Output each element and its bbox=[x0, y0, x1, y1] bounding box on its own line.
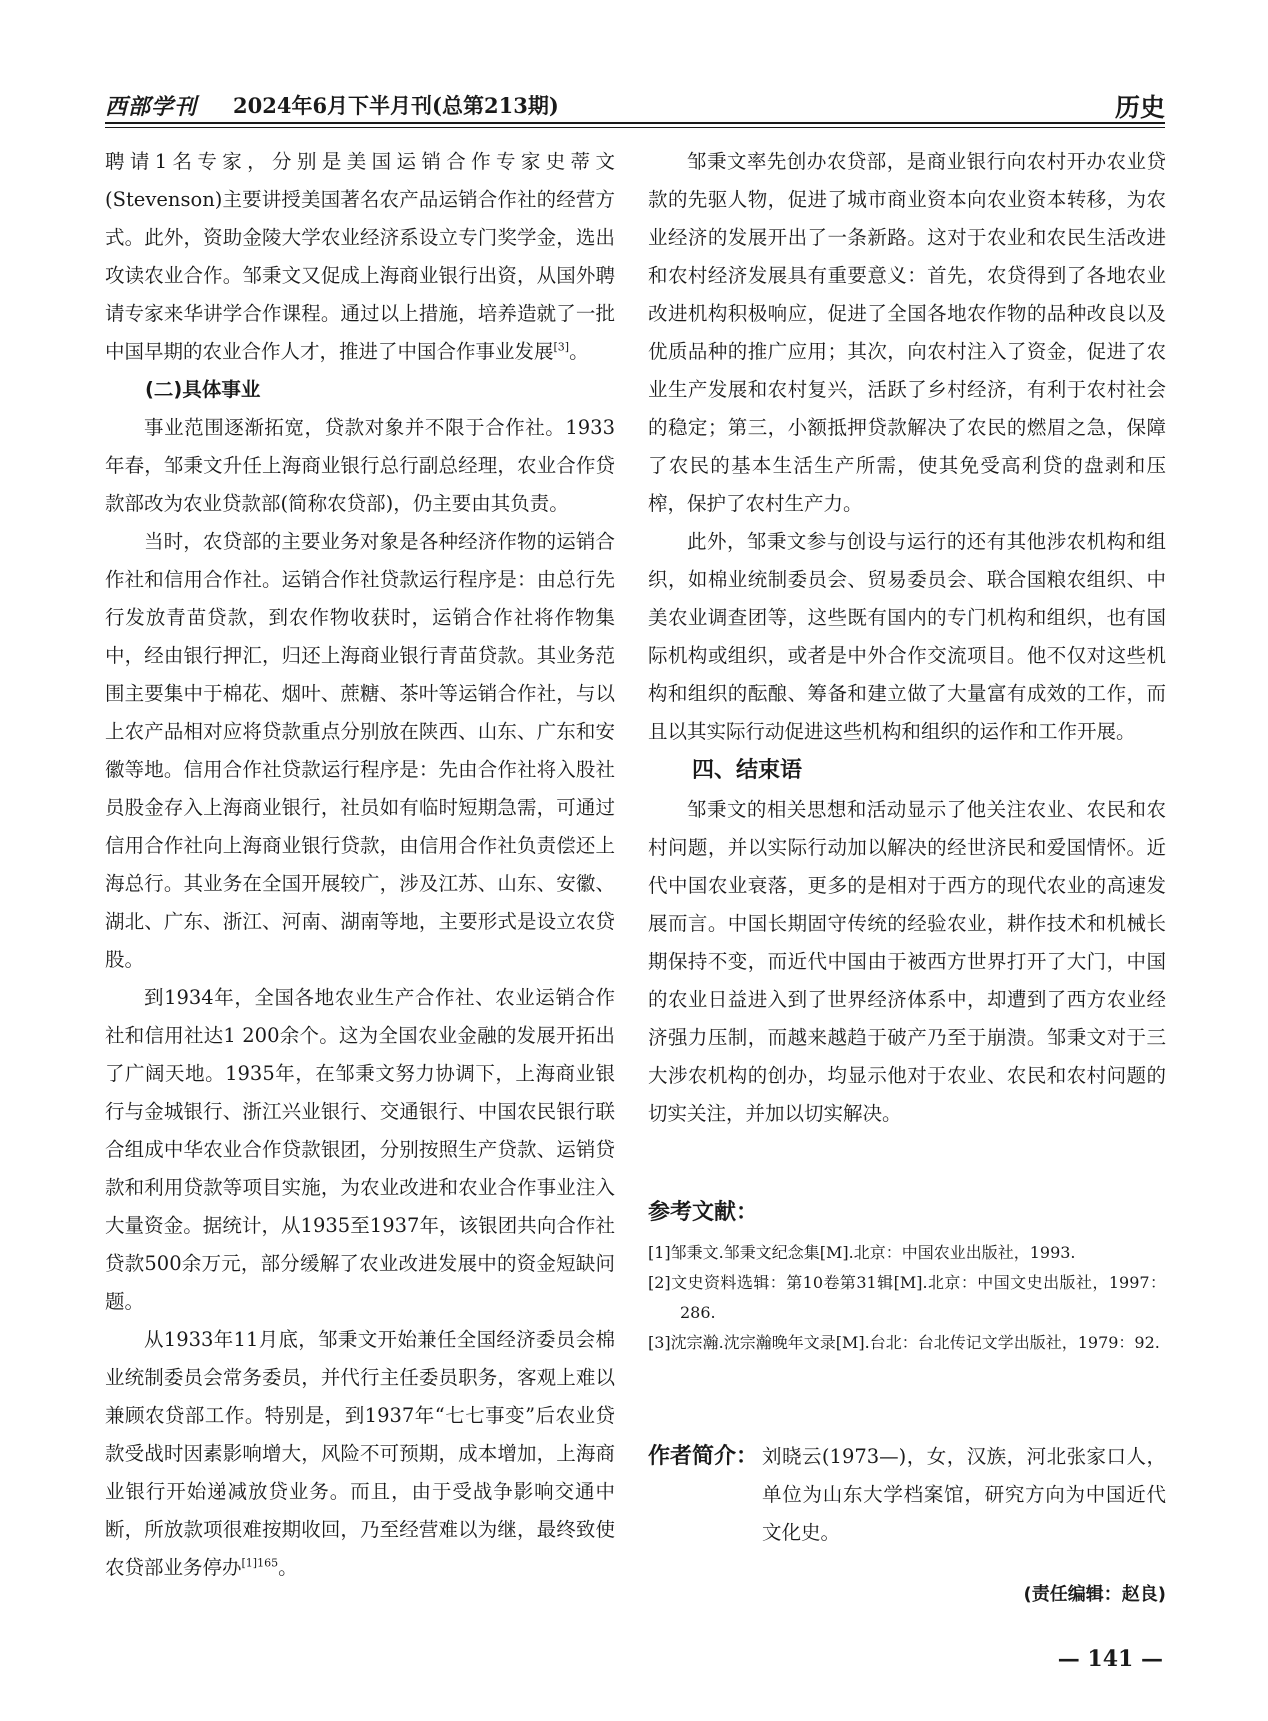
page-header bbox=[105, 88, 1165, 120]
author-bio bbox=[648, 1438, 1166, 1552]
paragraph: 到1934年，全国各地农业生产合作社、农业运销合作社和信用社达1 200余个。这为全国农业金融的发展开拓出了广阔天地。1935年，在邹秉文努力协调下，上海商业银行与金城银行、浙江兴业银行、交通银行、中国农民银行联合组成中华农业合作贷款银团，分别按照生产贷款、运销贷款和利用贷款等项目实施，为农业改进和农业合作事业注入大量资金。据统计，从1935至1937年，该银团共向合作社贷款500余万元，部分缓解了农业改进发展中的资金短缺问题。 bbox=[105, 986, 615, 1313]
paragraph bbox=[105, 143, 615, 371]
paragraph: 邹秉文率先创办农贷部，是商业银行向农村开办农业贷款的先驱人物，促进了城市商业资本向农业资本转移，为农业经济的发展开出了一条新路。这对于农业和农民生活改进和农村经济发展具有重要意义：首先，农贷得到了各地农业改进机构积极响应，促进了全国各地农作物的品种改良以及优质品种的推广应用；其次，向农村注入了资金，促进了农业生产发展和农村复兴，活跃了乡村经济，有利于农村社会的稳定；第三，小额抵押贷款解决了农民的燃眉之急，保障了农民的基本生活生产所需，使其免受高利贷的盘剥和压榨，保护了农村生产力。 bbox=[648, 150, 1166, 515]
section-label: 历史 bbox=[1114, 93, 1165, 122]
reference-item: [3]沈宗瀚.沈宗瀚晚年文录[M].台北：台北传记文学出版社，1979：92. bbox=[648, 1333, 1160, 1352]
references-title: 参考文献： bbox=[648, 1200, 759, 1225]
subsection-heading: (二)具体事业 bbox=[145, 378, 261, 401]
author-bio-label: 作者简介： bbox=[648, 1444, 759, 1469]
left-column bbox=[105, 143, 615, 1587]
paragraph: 当时，农贷部的主要业务对象是各种经济作物的运销合作社和信用合作社。运销合作社贷款运行程序是：由总行先行发放青苗贷款，到农作物收获时，运销合作社将作物集中，经由银行押汇，归还上海商业银行青苗贷款。其业务范围主要集中于棉花、烟叶、蔗糖、茶叶等运销合作社，与以上农产品相对应将贷款重点分别放在陕西、山东、广东和安徽等地。信用合作社贷款运行程序是：先由合作社将入股社员股金存入上海商业银行，社员如有临时短期急需，可通过信用合作社向上海商业银行贷款，由信用合作社负责偿还上海总行。其业务在全国开展较广，涉及江苏、山东、安徽、湖北、广东、浙江、河南、湖南等地，主要形式是设立农贷股。 bbox=[105, 530, 615, 971]
author-bio-text: 刘晓云(1973—)，女，汉族，河北张家口人，单位为山东大学档案馆，研究方向为中国近代文化史。 bbox=[762, 1445, 1166, 1544]
paragraph-text: 聘请1名专家，分别是美国运销合作专家史蒂文(Stevenson)主要讲授美国著名农产品运销合作社的经营方式。此外，资助金陵大学农业经济系设立专门奖学金，选出攻读农业合作。邹秉文又促成上海商业银行出资，从国外聘请专家来华讲学合作课程。通过以上措施，培养造就了一批中国早期的农业合作人才，推进了中国合作事业发展 bbox=[105, 150, 615, 363]
reference-item: [1]邹秉文.邹秉文纪念集[M].北京：中国农业出版社，1993. bbox=[648, 1243, 1076, 1262]
header-rule-thin bbox=[105, 127, 1165, 128]
paragraph: 此外，邹秉文参与创设与运行的还有其他涉农机构和组织，如棉业统制委员会、贸易委员会、联合国粮农组织、中美农业调查团等，这些既有国内的专门机构和组织，也有国际机构或组织，或者是中外合作交流项目。他不仅对这些机构和组织的酝酿、筹备和建立做了大量富有成效的工作，而且以其实际行动促进这些机构和组织的运作和工作开展。 bbox=[648, 530, 1166, 743]
citation-marker: [1]165 bbox=[241, 1556, 279, 1570]
issue-info: 2024年6月下半月刊(总第213期) bbox=[233, 93, 559, 118]
paragraph: 事业范围逐渐拓宽，贷款对象并不限于合作社。1933年春，邹秉文升任上海商业银行总行副总经理，农业合作贷款部改为农业贷款部(简称农贷部)，仍主要由其负责。 bbox=[105, 416, 615, 515]
paragraph-end: 。 bbox=[278, 1556, 298, 1579]
page-number: — 141 — bbox=[1057, 1646, 1163, 1672]
right-column bbox=[648, 143, 1166, 1133]
paragraph bbox=[105, 1321, 615, 1587]
section-heading: 四、结束语 bbox=[692, 758, 803, 783]
citation-marker: [3] bbox=[553, 340, 570, 354]
responsible-editor: (责任编辑：赵良) bbox=[1023, 1584, 1166, 1605]
paragraph-end: 。 bbox=[569, 340, 589, 363]
journal-logo: 西部学刊 bbox=[105, 94, 198, 120]
references-list bbox=[648, 1238, 1166, 1358]
paragraph-text: 从1933年11月底，邹秉文开始兼任全国经济委员会棉业统制委员会常务委员，并代行主任委员职务，客观上难以兼顾农贷部工作。特别是，到1937年“七七事变”后农业贷款受战时因素影响增大，风险不可预期，成本增加，上海商业银行开始递减放贷业务。而且，由于受战争影响交通中断，所放款项很难按期收回，乃至经营难以为继，最终致使农贷部业务停办 bbox=[105, 1328, 615, 1579]
reference-item: [2]文史资料选辑：第10卷第31辑[M].北京：中国文史出版社，1997：286. bbox=[648, 1273, 1166, 1322]
header-rule-thick bbox=[105, 122, 1165, 124]
paragraph: 邹秉文的相关思想和活动显示了他关注农业、农民和农村问题，并以实际行动加以解决的经世济民和爱国情怀。近代中国农业衰落，更多的是相对于西方的现代农业的高速发展而言。中国长期固守传统的经验农业，耕作技术和机械长期保持不变，而近代中国由于被西方世界打开了大门，中国的农业日益进入到了世界经济体系中，却遭到了西方农业经济强力压制，而越来越趋于破产乃至于崩溃。邹秉文对于三大涉农机构的创办，均显示他对于农业、农民和农村问题的切实关注，并加以切实解决。 bbox=[648, 798, 1166, 1125]
